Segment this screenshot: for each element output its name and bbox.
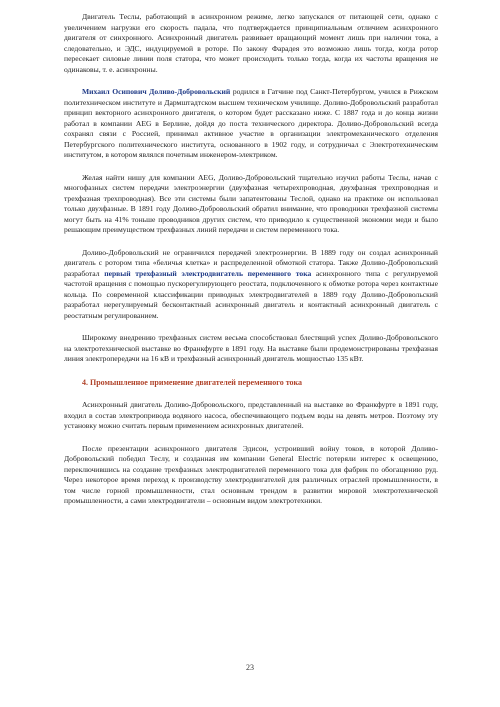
motor-text-end: асинхронного типа с регулируемой частотой вращения с помощью пускорегулирующего реостата, подключенного к обмотке ротора через контактные кольца. По современной классификации приводных электродвигателей в 1889 году Доливо-Добровольский разработал нерегулируемый бесконтактный асинхронный двигатель и контактный асинхронный двигатель с реостатным регулированием. — [64, 268, 438, 320]
paragraph-induction-motor — [64, 248, 438, 322]
paragraph-industry-adoption: После презентации асинхронного двигателя Эдисон, устроивший войну токов, в которой Доливо-Добровольский победил Теслу, и созданная им компании General Electric потеряли интерес к освещению, переключившись на создание трехфазных электродвигателей переменного тока для фабрик по обогащению руд. Через некоторое время переход к производству электродвигателей для различных отраслей промышленности, в том числе горной промышленности, стал основным трендом в развитии мировой электротехнической промышленности, а сами электродвигатели – основным видом электротехники. — [64, 443, 438, 505]
highlight-first-three-phase-motor: первый трехфазный электродвигатель переменного тока — [104, 268, 312, 278]
paragraph-polyphase-systems: Желая найти нишу для компании AEG, Доливо-Добровольский тщательно изучил работы Теслы, начав с многофазных систем передачи электроэнергии (двухфазная четырехпроводная, двухфазная трехпроводная и трехфазная трехпроводная). Все эти системы были запатентованы Теслой, однако на практике он использовал только двухфазные. В 1891 году Доливо-Добровольский обратил внимание, что проводники трехфазной системы могут быть на 41% тоньше проводников других систем, что приводило к существенной экономии меди и было решающим преимуществом трехфазных линий передачи и систем переменного тока. — [64, 172, 438, 234]
section-heading: 4. Промышленное применение двигателей переменного тока — [82, 377, 303, 387]
biography-text: родился в Гатчине под Санкт-Петербургом, учился в Рижском политехническом институте и Дармштадтском высшем техническом училище. Доливо-Добровольский разработал принцип векторного асинхронного двигателя, о котором будет рассказано ниже. С 1887 года и до конца жизни работал в компании AEG в Берлине, дойдя до поста технического директора. Доливо-Добровольский всегда сохранял связи с Россией, принимал активное участие в организации электромеханического отделения Петербургского политехнического института, основанного в 1902 году, и сотрудничал с Электротехническим институтом, в котором являлся почетным инженером-электриком. — [64, 87, 438, 159]
motor-text-start: Доливо-Добровольский не ограничился передачей электроэнергии. В 1889 году он создал асинхронный двигатель с ротором типа «беличья клетка» и распределенной обмоткой статора. Также Доливо-Добровольский разработал — [64, 247, 438, 278]
page-content — [64, 12, 438, 507]
paragraph-pump-application: Асинхронный двигатель Доливо-Добровольского, представленный на выставке во Франкфурте в 1891 году, входил в состав электропривода водяного насоса, обеспечивающего подъем воды на девять метров. Поэтому эту установку можно считать первым применением асинхронных двигателей. — [64, 400, 438, 430]
paragraph-tesla-motor: Двигатель Теслы, работающий в асинхронном режиме, легко запускался от питающей сети, однако с увеличением нагрузки его скорость падала, что подтверждается принципиальным отличием асинхронного двигателя от синхронного. Асинхронный двигатель развивает вращающий момент лишь при наличии тока, а следовательно, и ЭДС, индуцируемой в роторе. По закону Фарадея это возможно лишь тогда, когда ротор пересекает силовые линии поля статора, что может происходить только тогда, когда их частоты вращения не одинаковы, т. е. асинхронны. — [64, 12, 438, 74]
page-number: 23 — [246, 663, 254, 672]
paragraph-frankfurt-exhibition: Широкому внедрению трехфазных систем весьма способствовал блестящий успех Доливо-Добровольского на электротехнической выставке во Франкфурте в 1891 году. На выставке были продемонстрированы трехфазная линия электропередачи на 16 кВ и трехфазный асинхронный двигатель мощностью 135 кВт. — [64, 333, 438, 363]
paragraph-dolivo-biography — [64, 87, 438, 161]
person-name-dolivo: Михаил Осипович Доливо-Добровольский — [82, 87, 231, 96]
